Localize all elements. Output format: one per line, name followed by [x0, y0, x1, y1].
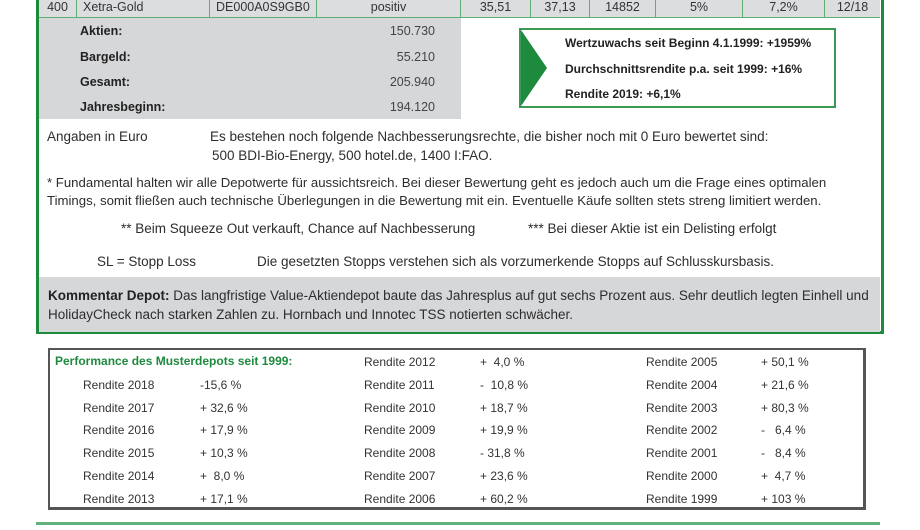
holding-current-price: 37,13: [531, 0, 590, 17]
perf-label: Rendite 2013: [83, 492, 155, 506]
perf-value: + 50,1 %: [761, 355, 809, 369]
perf-label: Rendite 2014: [83, 469, 155, 483]
perf-value: + 17,1 %: [200, 492, 248, 506]
perf-value: + 8,0 %: [200, 469, 245, 483]
summary-label: Bargeld:: [80, 50, 131, 64]
perf-label: Rendite 2002: [646, 423, 718, 437]
fundamental-note-line1: * Fundamental halten wir alle Depotwerte für aussichtsreich. Bei dieser Bewertung geht es jedoch auch um die Frage eines optimalen: [47, 175, 827, 190]
performance-title: Performance des Musterdepots seit 1999:: [55, 354, 293, 368]
summary-row-gesamt: [39, 75, 461, 99]
average-return: Durchschnittsrendite p.a. seit 1999: +16%: [565, 62, 803, 76]
perf-value: + 4,0 %: [480, 355, 525, 369]
holding-change: 7,2%: [743, 0, 825, 17]
stop-loss-note: Die gesetzten Stopps verstehen sich als vorzumerkende Stopps auf Schlusskursbasis.: [257, 254, 775, 269]
comment-label: Kommentar Depot:: [48, 288, 170, 303]
perf-label: Rendite 2006: [364, 492, 436, 506]
comment-paragraph: [48, 286, 878, 324]
perf-label: Rendite 2001: [646, 446, 718, 460]
holding-value: 14852: [590, 0, 656, 17]
rights-note-line2: 500 BDI-Bio-Energy, 500 hotel.de, 1400 I:FAO.: [212, 148, 493, 163]
perf-value: + 80,3 %: [761, 401, 809, 415]
perf-label: Rendite 2007: [364, 469, 436, 483]
perf-value: + 4,7 %: [761, 469, 806, 483]
perf-label: Rendite 2008: [364, 446, 436, 460]
perf-label: Rendite 2011: [364, 378, 435, 392]
divider-line: [36, 522, 880, 525]
perf-label: Rendite 2000: [646, 469, 718, 483]
perf-label: Rendite 2015: [83, 446, 155, 460]
currency-note: Angaben in Euro: [47, 129, 148, 144]
holding-name: Xetra-Gold: [77, 0, 210, 17]
perf-value: + 17,9 %: [200, 423, 248, 437]
summary-label: Jahresbeginn:: [80, 100, 166, 114]
depot-summary: [39, 18, 461, 119]
perf-value: - 8,4 %: [761, 446, 806, 460]
holding-weight: 5%: [656, 0, 743, 17]
summary-value: 205.940: [389, 75, 435, 89]
summary-row-aktien: [39, 24, 461, 48]
perf-value: + 23,6 %: [480, 469, 528, 483]
perf-label: Rendite 2003: [646, 401, 718, 415]
arrow-triangle-icon: [521, 30, 547, 106]
summary-value: 150.730: [389, 24, 435, 38]
summary-row-bargeld: [39, 50, 461, 74]
perf-value: + 18,7 %: [480, 401, 528, 415]
perf-value: - 31,8 %: [480, 446, 525, 460]
summary-row-jahresbeginn: [39, 100, 461, 124]
perf-label: Rendite 2012: [364, 355, 436, 369]
perf-value: -15,6 %: [200, 378, 242, 392]
perf-label: Rendite 2005: [646, 355, 718, 369]
performance-table: [48, 348, 866, 510]
perf-value: + 32,6 %: [200, 401, 248, 415]
holding-date: 12/18: [836, 0, 869, 14]
perf-label: Rendite 2016: [83, 423, 155, 437]
holding-rating: positiv: [317, 0, 461, 17]
perf-value: + 103 %: [761, 492, 806, 506]
perf-value: - 10,8 %: [480, 378, 529, 392]
perf-value: + 60,2 %: [480, 492, 528, 506]
comment-text: Das langfristige Value-Aktiendepot baute das Jahresplus auf gut sechs Prozent aus. Sehr deutlich legten Einhell und HolidayCheck nach starken Zahlen zu. Hornbach und Innotec TSS notierten schwächer.: [48, 288, 869, 322]
fundamental-note-line2: Timings, somit fließen auch technische Überlegungen in die Bewertung mit ein. Eventuelle Käufe sollten stets streng limitiert werden.: [47, 193, 822, 208]
perf-label: Rendite 2009: [364, 423, 436, 437]
return-2019: Rendite 2019: +6,1%: [565, 87, 681, 101]
perf-value: - 6,4 %: [761, 423, 806, 437]
perf-label: Rendite 1999: [646, 492, 718, 506]
summary-value: 55.210: [396, 50, 435, 64]
total-growth: Wertzuwachs seit Beginn 4.1.1999: +1959%: [565, 36, 812, 50]
stop-loss-label: SL = Stopp Loss: [97, 254, 196, 269]
summary-value: 194.120: [389, 100, 435, 114]
performance-highlight-box: [519, 28, 836, 108]
delisting-note: *** Bei dieser Aktie ist ein Delisting erfolgt: [528, 221, 777, 236]
summary-label: Aktien:: [80, 24, 123, 38]
holding-qty: 400: [39, 0, 77, 17]
summary-label: Gesamt:: [80, 75, 131, 89]
holding-buy-price: 35,51: [461, 0, 531, 17]
holding-isin: DE000A0S9GB0: [210, 0, 317, 17]
depot-comment: [39, 277, 880, 332]
squeeze-out-note: ** Beim Squeeze Out verkauft, Chance auf Nachbesserung: [121, 221, 476, 236]
perf-label: Rendite 2004: [646, 378, 718, 392]
perf-label: Rendite 2018: [83, 378, 155, 392]
perf-label: Rendite 2010: [364, 401, 436, 415]
rights-note-line1: Es bestehen noch folgende Nachbesserungsrechte, die bisher noch mit 0 Euro bewertet sind:: [210, 129, 769, 144]
perf-value: + 21,6 %: [761, 378, 809, 392]
perf-value: + 19,9 %: [480, 423, 528, 437]
perf-value: + 10,3 %: [200, 446, 248, 460]
perf-label: Rendite 2017: [83, 401, 155, 415]
holding-row-xetra-gold: [39, 0, 880, 18]
